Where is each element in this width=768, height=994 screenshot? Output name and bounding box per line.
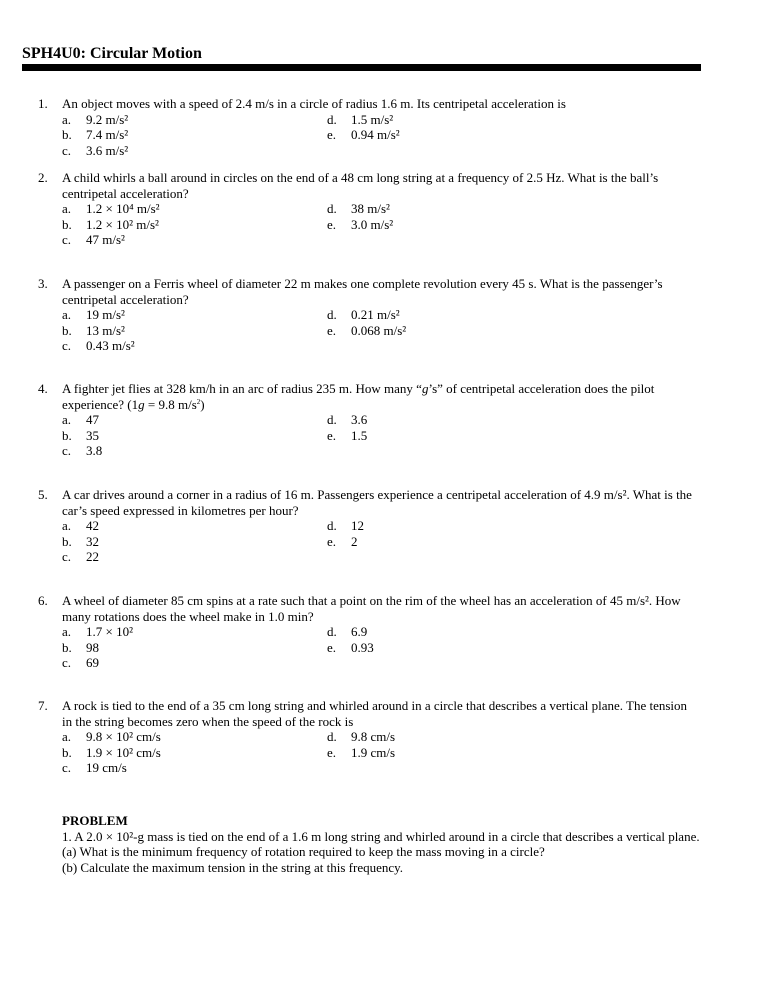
- problem-intro: 1. A 2.0 × 10²-g mass is tied on the end of a 1.6 m long string and whirled around in a circle that describes a vertical plane.: [62, 828, 700, 844]
- question-3: [38, 276, 698, 354]
- option-c: c. 69: [62, 655, 99, 671]
- question-number: 4.: [38, 381, 48, 396]
- answer-options: [62, 307, 698, 354]
- option-d: d. 0.21 m/s²: [327, 307, 400, 323]
- question-2: [38, 170, 698, 248]
- question-5: [38, 487, 698, 565]
- option-d: d. 9.8 cm/s: [327, 729, 396, 745]
- option-a: a. 1.7 × 10²: [62, 624, 133, 640]
- question-text: A passenger on a Ferris wheel of diameter 22 m makes one complete revolution every 45 s. What is the passenger’s centripetal acceleration?: [62, 276, 663, 307]
- option-e: e. 0.068 m/s²: [327, 322, 407, 338]
- question-number: 1.: [38, 96, 48, 111]
- option-e: e. 0.94 m/s²: [327, 127, 400, 143]
- option-b: b. 98: [62, 639, 99, 655]
- option-c: c. 19 cm/s: [62, 760, 127, 776]
- answer-options: [62, 112, 698, 159]
- option-b: b. 1.2 × 10² m/s²: [62, 216, 159, 232]
- question-number: 7.: [38, 698, 48, 713]
- title-rule: [22, 64, 701, 71]
- question-number: 3.: [38, 276, 48, 291]
- question-number: 2.: [38, 170, 48, 185]
- option-b: b. 13 m/s²: [62, 322, 125, 338]
- option-e: e. 1.9 cm/s: [327, 744, 396, 760]
- question-text: An object moves with a speed of 2.4 m/s in a circle of radius 1.6 m. Its centripetal acceleration is: [62, 96, 566, 111]
- option-e: e. 2: [327, 533, 358, 549]
- question-text: A fighter jet flies at 328 km/h in an arc of radius 235 m. How many “g’s” of centripetal acceleration does the pilot experience? (1g = 9.8 $m/s^2$): [62, 381, 655, 412]
- answer-options: [62, 624, 698, 671]
- option-a: a. 1.2 × 10⁴ m/s²: [62, 201, 160, 217]
- option-a: a. 47: [62, 412, 99, 428]
- option-a: a. 42: [62, 518, 99, 534]
- option-c: c. 3.6 m/s²: [62, 142, 129, 158]
- question-number: 5.: [38, 487, 48, 502]
- question-7: [38, 698, 698, 776]
- option-d: d. 1.5 m/s²: [327, 111, 394, 127]
- option-d: d. 12: [327, 518, 364, 534]
- option-b: b. 1.9 × 10² cm/s: [62, 744, 161, 760]
- page-title: SPH4U0: Circular Motion: [22, 45, 202, 62]
- option-b: b. 32: [62, 533, 99, 549]
- question-text: A car drives around a corner in a radius of 16 m. Passengers experience a centripetal acceleration of 4.9 m/s². What is the car’s speed expressed in kilometres per hour?: [62, 487, 692, 518]
- problem-part-b: (b) Calculate the maximum tension in the string at this frequency.: [62, 859, 404, 875]
- option-c: c. 0.43 m/s²: [62, 338, 135, 354]
- question-1: [38, 96, 698, 159]
- option-c: c. 47 m/s²: [62, 232, 125, 248]
- option-c: c. 22: [62, 549, 99, 565]
- option-d: d. 6.9: [327, 624, 368, 640]
- option-e: e. 0.93: [327, 639, 374, 655]
- option-a: a. 9.8 × 10² cm/s: [62, 729, 161, 745]
- answer-options: [62, 729, 698, 776]
- answer-options: [62, 412, 698, 459]
- option-b: b. 35: [62, 427, 99, 443]
- question-6: [38, 593, 698, 671]
- answer-options: [62, 201, 698, 248]
- question-text: A wheel of diameter 85 cm spins at a rate such that a point on the rim of the wheel has an acceleration of 45 m/s². How many rotations does the wheel make in 1.0 min?: [62, 593, 681, 624]
- question-text: A child whirls a ball around in circles on the end of a 48 cm long string at a frequency of 2.5 Hz. What is the ball’s centripetal acceleration?: [62, 170, 659, 201]
- answer-options: [62, 518, 698, 565]
- problem-heading: PROBLEM: [62, 813, 128, 828]
- question-text: A rock is tied to the end of a 35 cm long string and whirled around in a circle that describes a vertical plane. The tension in the string becomes zero when the speed of the rock is: [62, 698, 688, 729]
- option-d: d. 3.6: [327, 412, 368, 428]
- option-e: e. 1.5: [327, 427, 368, 443]
- option-c: c. 3.8: [62, 443, 103, 459]
- option-e: e. 3.0 m/s²: [327, 216, 394, 232]
- problem-part-a: (a) What is the minimum frequency of rotation required to keep the mass moving in a circle?: [62, 844, 545, 860]
- question-number: 6.: [38, 593, 48, 608]
- option-a: a. 9.2 m/s²: [62, 111, 129, 127]
- option-b: b. 7.4 m/s²: [62, 127, 129, 143]
- question-4: [38, 381, 698, 459]
- option-a: a. 19 m/s²: [62, 307, 125, 323]
- problem-section: [62, 813, 702, 875]
- option-d: d. 38 m/s²: [327, 201, 390, 217]
